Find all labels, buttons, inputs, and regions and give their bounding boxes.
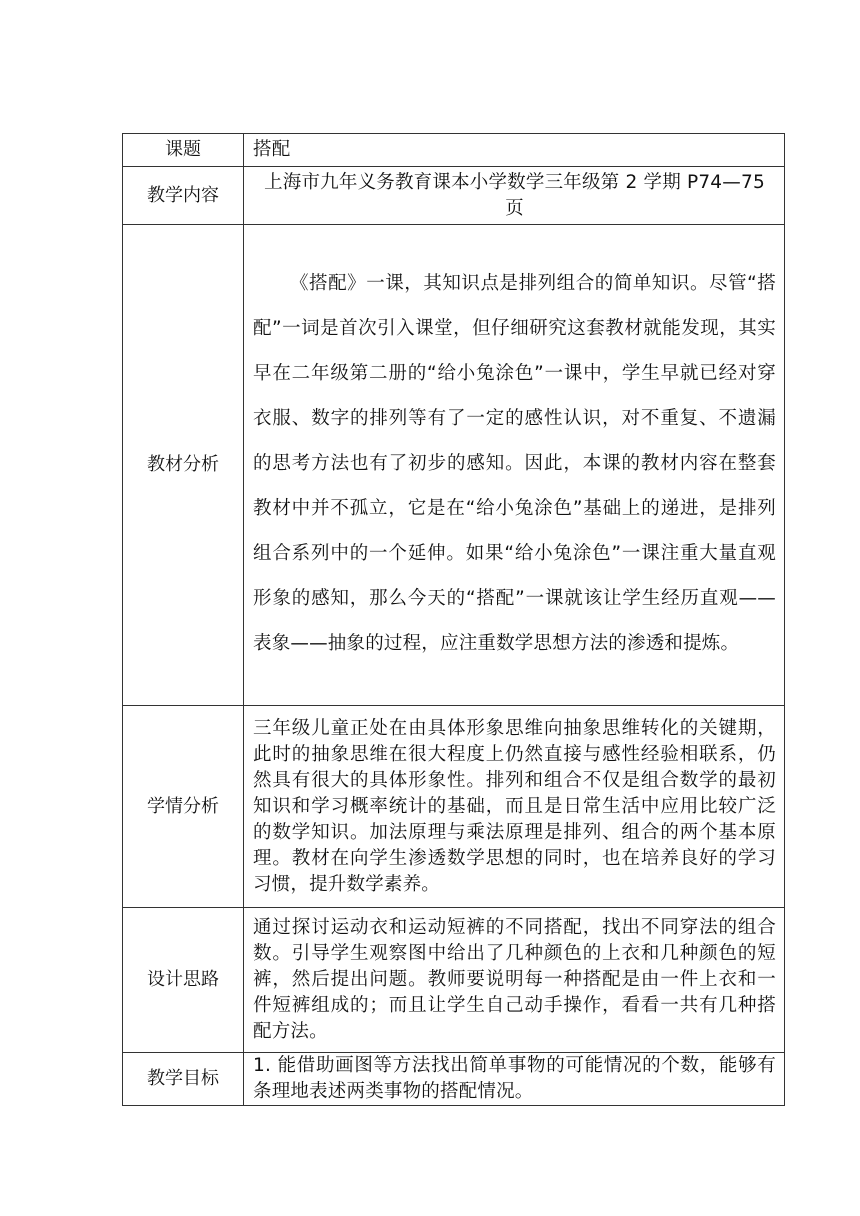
teaching-content-value: [244, 167, 785, 225]
table-row-teaching-content: [123, 167, 785, 225]
table-row-topic: [123, 134, 785, 167]
design-idea-value: [244, 908, 785, 1053]
table-row-material-analysis: [123, 225, 785, 706]
student-analysis-label: 学情分析: [123, 706, 244, 908]
material-analysis-text: 《搭配》一课，其知识点是排列组合的简单知识。尽管“搭配”一词是首次引入课堂，但仔细研究这套教材就能发现，其实早在二年级第二册的“给小兔涂色”一课中，学生早就已经对穿衣服、数字的排列等有了一定的感性认识，对不重复、不遗漏的思考方法也有了初步的感知。因此，本课的教材内容在整套教材中并不孤立，它是在“给小兔涂色”基础上的递进，是排列组合系列中的一个延伸。如果“给小兔涂色”一课注重大量直观形象的感知，那么今天的“搭配”一课就该让学生经历直观——表象——抽象的过程，应注重数学思想方法的渗透和提炼。: [253, 273, 776, 654]
topic-value: 搭配: [244, 134, 785, 167]
teaching-content-text: 上海市九年义务教育课本小学数学三年级第 2 学期 P74—75 页: [264, 171, 765, 219]
design-idea-text: 通过探讨运动衣和运动短裤的不同搭配，找出不同穿法的组合数。引导学生观察图中给出了几种颜色的上衣和几种颜色的短裤，然后提出问题。教师要说明每一种搭配是由一件上衣和一件短裤组成的；而且让学生自己动手操作，看看一共有几种搭配方法。: [253, 917, 776, 1042]
material-analysis-value: [244, 225, 785, 706]
student-analysis-text: 三年级儿童正处在由具体形象思维向抽象思维转化的关键期，此时的抽象思维在很大程度上仍然直接与感性经验相联系，仍然具有很大的具体形象性。排列和组合不仅是组合数学的最初知识和学习概率统计的基础，而且是日常生活中应用比较广泛的数学知识。加法原理与乘法原理是排列、组合的两个基本原理。教材在向学生渗透数学思想的同时，也在培养良好的学习习惯，提升数学素养。: [253, 717, 776, 895]
table-row-student-analysis: [123, 706, 785, 908]
material-analysis-label: 教材分析: [123, 225, 244, 706]
table-row-design-idea: [123, 908, 785, 1053]
teaching-goal-value: [244, 1053, 785, 1106]
teaching-goal-text: 1. 能借助画图等方法找出简单事物的可能情况的个数，能够有条理地表述两类事物的搭配情况。: [253, 1055, 776, 1102]
teaching-content-label: 教学内容: [123, 167, 244, 225]
design-idea-label: 设计思路: [123, 908, 244, 1053]
student-analysis-value: [244, 706, 785, 908]
lesson-plan-table: [122, 133, 785, 1106]
table-row-teaching-goal: [123, 1053, 785, 1106]
topic-label: 课题: [123, 134, 244, 167]
teaching-goal-label: 教学目标: [123, 1053, 244, 1106]
